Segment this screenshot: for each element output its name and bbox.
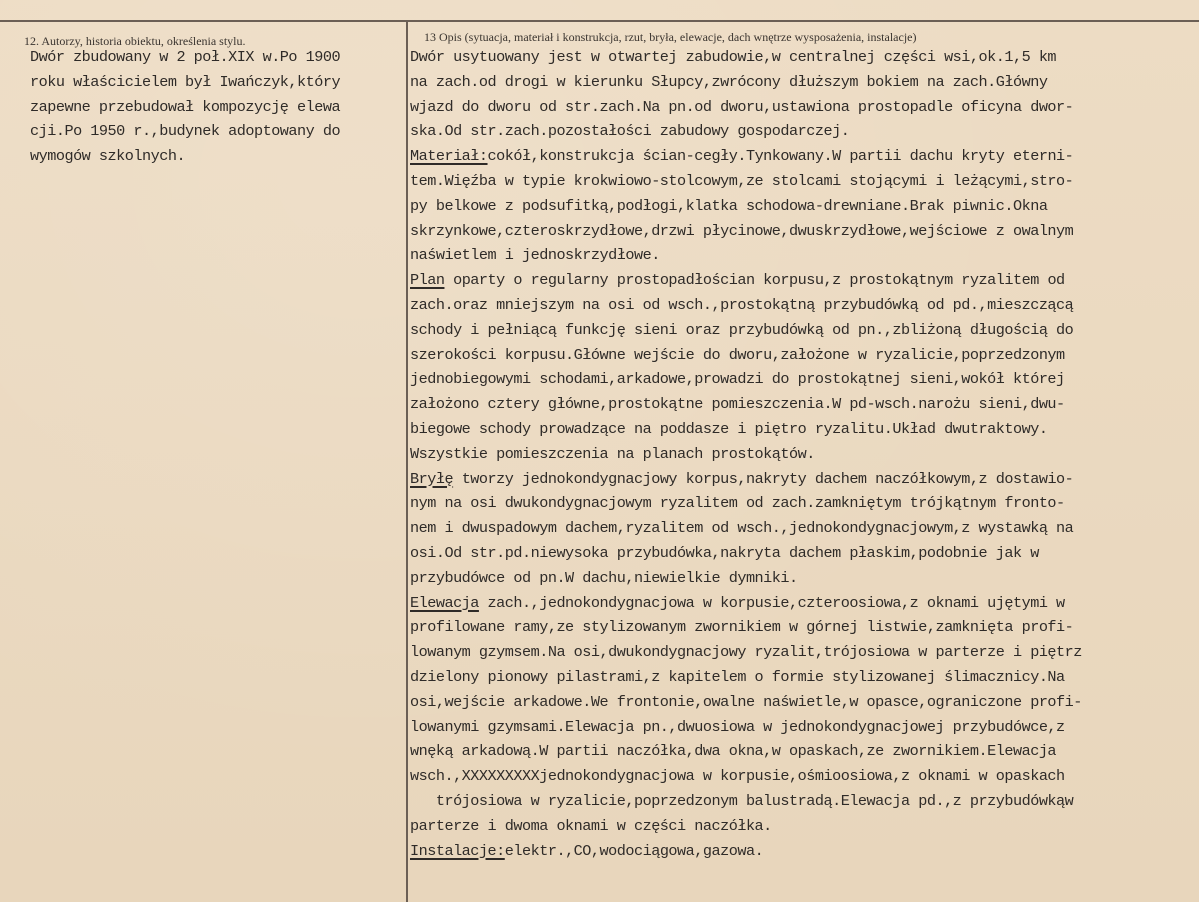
description-line-text: skrzynkowe,czteroskrzydłowe,drzwi płycinowe,dwuskrzydłowe,wejściowe z owalnym <box>410 221 1074 240</box>
description-line-text: jednobiegowymi schodami,arkadowe,prowadzi do prostokątnej sieni,wokół której <box>410 370 1065 389</box>
description-line <box>410 417 1082 442</box>
description-line <box>410 169 1082 194</box>
history-text <box>30 45 340 169</box>
description-line <box>410 70 1082 95</box>
description-line <box>410 690 1082 715</box>
description-line-text: tem.Więźba w typie krokwiowo-stolcowym,ze stolcami stojącymi i leżącymi,stro- <box>410 171 1074 190</box>
description-line-text: wjazd do dworu od str.zach.Na pn.od dworu,ustawiona prostopadle oficyna dwor- <box>410 97 1074 116</box>
field-label-history: 12. Autorzy, historia obiektu, określenia stylu. <box>24 34 246 48</box>
description-text <box>410 45 1082 863</box>
description-line <box>410 467 1082 492</box>
section-heading: Elewacja <box>410 593 479 612</box>
description-line <box>410 442 1082 467</box>
description-line <box>410 665 1082 690</box>
description-line <box>410 541 1082 566</box>
description-line-text: tworzy jednokondygnacjowy korpus,nakryty dachem naczółkowym,z dostawio- <box>453 469 1074 488</box>
description-line <box>410 194 1082 219</box>
history-line: wymogów szkolnych. <box>30 147 186 166</box>
description-line-text: py belkowe z podsufitką,podłogi,klatka schodowa-drewniane.Brak piwnic.Okna <box>410 196 1048 215</box>
description-line-text: nem i dwuspadowym dachem,ryzalitem od wsch.,jednokondygnacjowym,z wystawką na <box>410 519 1074 538</box>
history-line: roku właścicielem był Iwańczyk,który <box>30 72 341 91</box>
description-line <box>410 715 1082 740</box>
description-line <box>410 566 1082 591</box>
description-line <box>410 45 1082 70</box>
description-line-text: parterze i dwoma oknami w części naczółka. <box>410 816 772 835</box>
description-line-text: biegowe schody prowadzące na poddasze i piętro ryzalitu.Układ dwutraktowy. <box>410 419 1048 438</box>
description-line <box>410 318 1082 343</box>
description-line <box>410 764 1082 789</box>
history-line: zapewne przebudował kompozycję elewa <box>30 97 341 116</box>
description-line <box>410 491 1082 516</box>
description-line <box>410 367 1082 392</box>
description-line-text: naświetlem i jednoskrzydłowe. <box>410 246 660 265</box>
description-line <box>410 392 1082 417</box>
description-line <box>410 814 1082 839</box>
description-line <box>410 95 1082 120</box>
description-line <box>410 839 1082 864</box>
section-heading: Bryłę <box>410 469 454 488</box>
description-line <box>410 615 1082 640</box>
description-line-text: zach.,jednokondygnacjowa w korpusie,czteroosiowa,z oknami ujętymi w <box>478 593 1065 612</box>
description-line-text: zach.oraz mniejszym na osi od wsch.,prostokątną przybudówką od pd.,mieszczącą <box>410 295 1074 314</box>
description-line-text: osi.Od str.pd.niewysoka przybudówka,nakryta dachem płaskim,podobnie jak w <box>410 543 1039 562</box>
description-line-text: dzielony pionowy pilastrami,z kapitelem o formie stylizowanej ślimacznicy.Na <box>410 667 1065 686</box>
description-line-text: Wszystkie pomieszczenia na planach prostokątów. <box>410 444 815 463</box>
description-line <box>410 144 1082 169</box>
description-line <box>410 343 1082 368</box>
description-line <box>410 293 1082 318</box>
description-line-text: Dwór usytuowany jest w otwartej zabudowie,w centralnej części wsi,ok.1,5 km <box>410 48 1057 66</box>
description-line-text: cokół,konstrukcja ścian-cegły.Tynkowany.W partii dachu kryty eterni- <box>487 147 1074 166</box>
section-heading: Plan <box>410 271 445 290</box>
description-line <box>410 640 1082 665</box>
description-line <box>410 789 1082 814</box>
description-line <box>410 119 1082 144</box>
history-line: cji.Po 1950 r.,budynek adoptowany do <box>30 122 341 141</box>
description-line-text: lowanym gzymsem.Na osi,dwukondygnacjowy ryzalit,trójosiowa w parterze i piętrz <box>410 643 1082 662</box>
description-line-text: oparty o regularny prostopadłościan korpusu,z prostokątnym ryzalitem od <box>444 271 1065 290</box>
column-divider <box>406 20 408 902</box>
description-line <box>410 219 1082 244</box>
description-line <box>410 243 1082 268</box>
description-line <box>410 268 1082 293</box>
description-line-text: ska.Od str.zach.pozostałości zabudowy gospodarczej. <box>410 122 850 141</box>
description-line-text: nym na osi dwukondygnacjowym ryzalitem od zach.zamkniętym trójkątnym fronto- <box>410 494 1065 513</box>
field-label-description: 13 Opis (sytuacja, materiał i konstrukcja, rzut, bryła, elewacje, dach wnętrze wysposażenia, instalacje) <box>424 30 917 44</box>
section-heading: Instalacje: <box>410 841 505 860</box>
description-line <box>410 591 1082 616</box>
section-heading: Materiał: <box>410 147 488 166</box>
description-line-text: schody i pełniącą funkcję sieni oraz przybudówką od pn.,zbliżoną długością do <box>410 320 1074 339</box>
description-line-text: wsch.,XXXXXXXXXjednokondygnacjowa w korpusie,ośmioosiowa,z oknami w opaskach <box>410 767 1065 786</box>
description-line-text: przybudówce od pn.W dachu,niewielkie dymniki. <box>410 568 798 587</box>
description-line <box>410 739 1082 764</box>
description-line-text: szerokości korpusu.Główne wejście do dworu,założone w ryzalicie,poprzedzonym <box>410 345 1065 364</box>
description-line-text: wnęką arkadową.W partii naczółka,dwa okna,w opaskach,ze zwornikiem.Elewacja <box>410 742 1057 761</box>
description-line-text: lowanymi gzymsami.Elewacja pn.,dwuosiowa w jednokondygnacjowej przybudówce,z <box>410 717 1065 736</box>
description-line-text: profilowane ramy,ze stylizowanym zwornikiem w górnej listwie,zamknięta profi- <box>410 618 1074 637</box>
description-line <box>410 516 1082 541</box>
top-rule <box>0 20 1199 22</box>
description-line-text: elektr.,CO,wodociągowa,gazowa. <box>504 841 764 860</box>
description-line-text: osi,wejście arkadowe.We frontonie,owalne naświetle,w opasce,ograniczone profi- <box>410 692 1082 711</box>
history-line: Dwór zbudowany w 2 poł.XIX w.Po 1900 <box>30 48 341 66</box>
description-line-text: założono cztery główne,prostokątne pomieszczenia.W pd-wsch.narożu sieni,dwu- <box>410 395 1065 414</box>
description-line-text: na zach.od drogi w kierunku Słupcy,zwrócony dłuższym bokiem na zach.Główny <box>410 72 1048 91</box>
description-line-text: trójosiowa w ryzalicie,poprzedzonym balustradą.Elewacja pd.,z przybudówkąw <box>410 791 1074 810</box>
